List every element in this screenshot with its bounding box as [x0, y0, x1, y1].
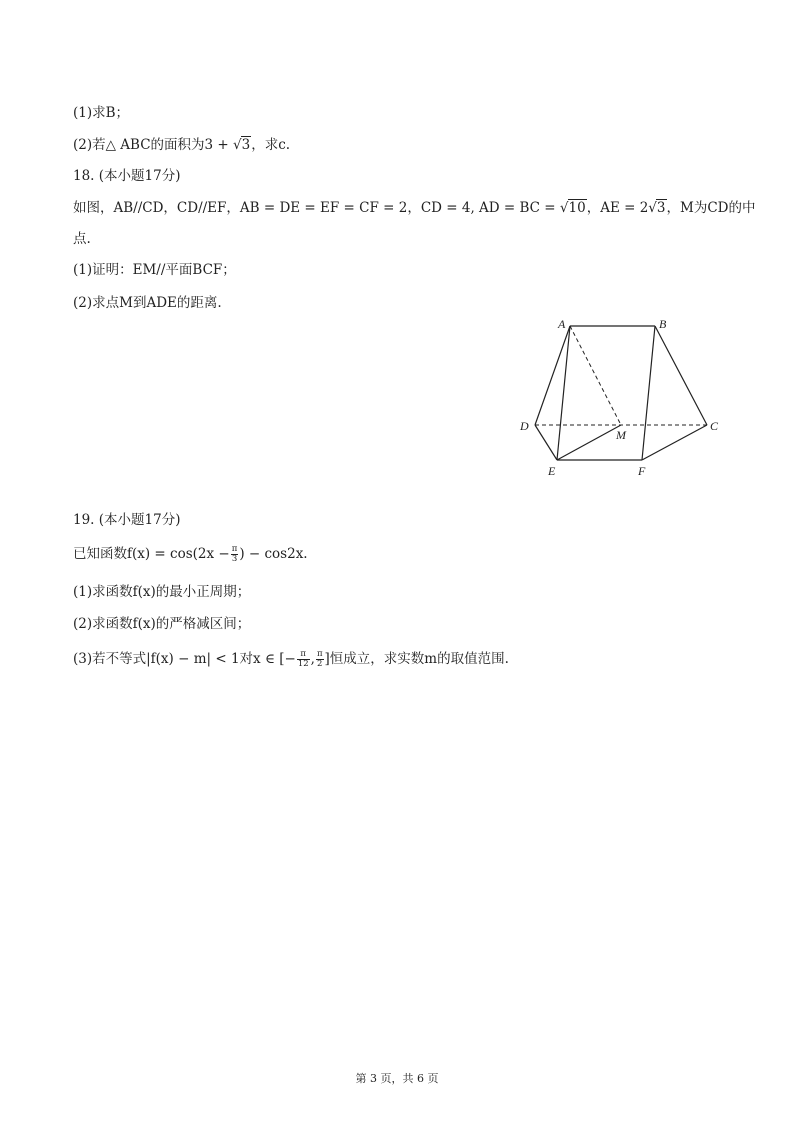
q19-part3-frac1-den: 12: [297, 659, 309, 669]
q19-part3: [73, 649, 509, 669]
edge-bc: [655, 326, 707, 425]
q19-part3-post: ]恒成立，求实数m的取值范围.: [324, 651, 509, 667]
q19-part3-frac1: [297, 650, 310, 669]
q17-part2-pre: (2)若△ ABC的面积为3 + √: [73, 137, 242, 153]
q18-stem-mid: ，AE = 2√: [586, 200, 657, 216]
geometry-figure: [510, 310, 730, 480]
q18-stem-post: ，M为CD的中: [666, 200, 756, 216]
q19-part3-pre: (3)若不等式|f(x) − m| < 1对x ∈ [−: [73, 651, 296, 667]
edge-de: [535, 425, 557, 460]
q19-header: 19. (本小题17分): [73, 512, 181, 528]
q18-stem-pre: 如图，AB//CD，CD//EF，AB = DE = EF = CF = 2，CD = 4, AD = BC = √: [73, 200, 569, 216]
q18-header: 18. (本小题17分): [73, 168, 181, 184]
q19-stem-frac: [231, 545, 239, 564]
q18-part1: (1)证明：EM//平面BCF；: [73, 262, 236, 278]
q18-part2: (2)求点M到ADE的距离.: [73, 295, 222, 311]
page-footer: 第 3 页，共 6 页: [355, 1072, 439, 1085]
q17-part2-post: ，求c.: [251, 137, 291, 153]
edge-fc: [642, 425, 707, 460]
label-m: M: [616, 428, 626, 442]
q18-stem: [73, 198, 755, 218]
q17-part1: (1)求B；: [73, 105, 130, 121]
edge-bf: [642, 326, 655, 460]
label-b: B: [659, 317, 667, 331]
q19-stem: [73, 544, 308, 564]
q19-part2: (2)求函数f(x)的严格减区间；: [73, 616, 251, 632]
q19-part3-frac2: [316, 650, 324, 669]
edge-am: [570, 326, 621, 425]
label-c: C: [710, 419, 719, 433]
q19-part1: (1)求函数f(x)的最小正周期；: [73, 584, 251, 600]
q17-part2: [73, 135, 290, 155]
q19-part3-frac2-num: π: [316, 649, 323, 659]
q18-stem-sqrt2: 3: [656, 200, 666, 216]
edge-em: [557, 425, 621, 460]
q18-stem-sqrt1: 10: [568, 200, 586, 216]
q18-stem-cont: 点.: [73, 231, 91, 247]
label-d: D: [520, 419, 529, 433]
q19-part3-frac2-den: 2: [317, 659, 323, 669]
label-f: F: [638, 464, 646, 478]
q19-part3-comma: ,: [310, 651, 315, 667]
q19-stem-pre: 已知函数f(x) = cos(2x −: [73, 546, 230, 562]
label-e: E: [548, 464, 556, 478]
q17-part2-sqrt: 3: [241, 137, 251, 153]
label-a: A: [558, 317, 566, 331]
q19-part3-frac1-num: π: [297, 650, 310, 660]
q19-stem-frac-num: π: [231, 544, 238, 554]
q19-stem-frac-den: 3: [231, 554, 238, 564]
q19-stem-post: ) − cos2x.: [239, 546, 308, 562]
